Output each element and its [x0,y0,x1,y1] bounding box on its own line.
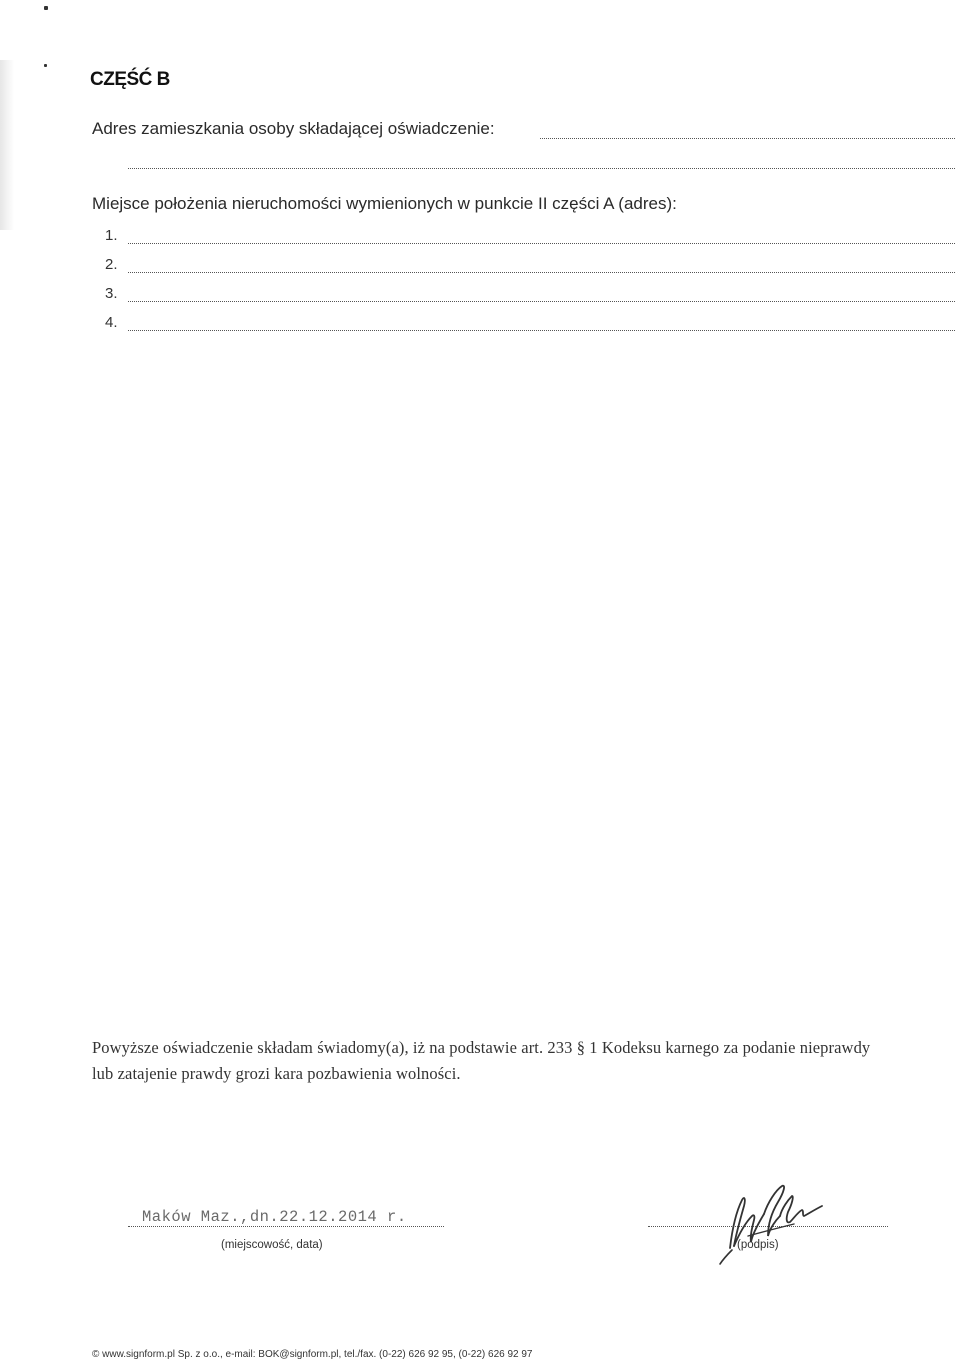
section-heading: CZĘŚĆ B [90,69,170,90]
place-date-line[interactable] [128,1226,444,1227]
list-item-number: 3. [105,285,118,302]
location-line-4[interactable] [128,330,955,331]
place-date-caption: (miejscowość, data) [221,1239,323,1251]
scan-edge-shadow [0,60,14,230]
list-item-number: 2. [105,256,118,273]
declaration-line-2: lub zatajenie prawdy grozi kara pozbawienia wolności. [92,1064,461,1083]
place-date-value: Maków Maz.,dn.22.12.2014 r. [142,1208,407,1226]
footer-copyright: © www.signform.pl Sp. z o.o., e-mail: BOK@signform.pl, tel./fax. (0-22) 626 92 95, (0-22) 626 92 97 [92,1349,533,1360]
scan-speck [44,64,47,67]
location-line-3[interactable] [128,301,955,302]
address-line-2[interactable] [128,168,955,169]
declaration-line-1: Powyższe oświadczenie składam świadomy(a), iż na podstawie art. 233 § 1 Kodeksu karnego za podanie nieprawdy [92,1038,871,1057]
address-label: Adres zamieszkania osoby składającej oświadczenie: [92,119,495,138]
signature-caption: (podpis) [737,1239,779,1251]
location-line-1[interactable] [128,243,955,244]
list-item-number: 4. [105,314,118,331]
address-line-1[interactable] [540,138,955,139]
scan-speck [44,6,48,10]
list-item-number: 1. [105,227,118,244]
handwritten-signature-icon [718,1176,828,1271]
location-line-2[interactable] [128,272,955,273]
location-label: Miejsce położenia nieruchomości wymienionych w punkcie II części A (adres): [92,194,677,213]
